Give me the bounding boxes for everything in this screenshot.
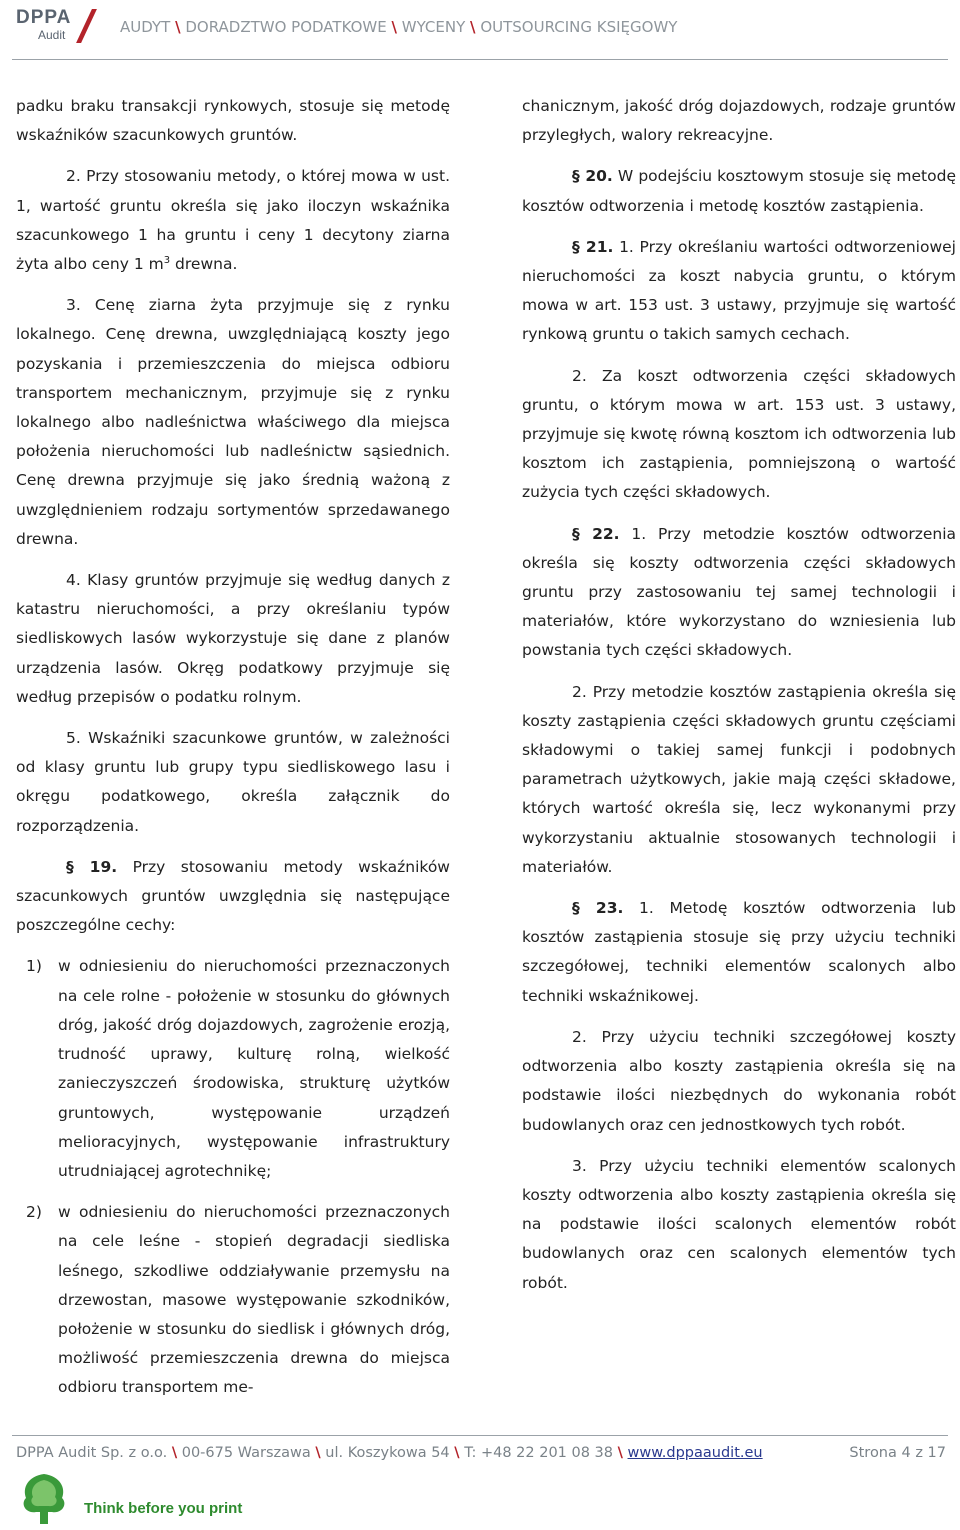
service-tax-advisory: DORADZTWO PODATKOWE	[185, 18, 387, 36]
section-number: § 19.	[66, 857, 118, 876]
footer-address: 00-675 Warszawa	[181, 1445, 311, 1461]
header-divider	[12, 59, 948, 60]
superscript: 3	[163, 254, 171, 266]
paragraph	[522, 894, 956, 1011]
section-number: § 21.	[572, 237, 614, 256]
separator: \	[171, 1445, 178, 1461]
paragraph: chanicznym, jakość dróg dojazdowych, rodzaje gruntów przyległych, walory rekreacyjne.	[522, 97, 956, 145]
paragraph	[16, 853, 450, 941]
paragraph	[522, 520, 956, 666]
list-item	[16, 952, 450, 1186]
paragraph-text: 1. Metodę kosztów odtworzenia lub kosztów zastąpienia stosuje się przy użyciu techniki szczegółowej, techniki elementów scalonych albo techniki wskaźnikowej.	[522, 899, 957, 1005]
footer-street: ul. Koszykowa 54	[325, 1445, 450, 1461]
paragraph: 3. Przy użyciu techniki elementów scalonych koszty odtworzenia albo koszty zastąpienia określa się na podstawie ilości scalonych elementów robót budowlanych oraz cen scalonych elementów tych robót.	[522, 1156, 956, 1292]
list-text: w odniesieniu do nieruchomości przeznaczonych na cele leśne - stopień degradacji siedliska leśnego, szkodliwe oddziaływanie przemysłu na drzewostan, masowe występowanie szkodników, położenie w stosunku do siedlisk i głównych dróg, możliwość przemieszczenia drewna do miejsca odbioru transportem me-	[58, 1203, 450, 1397]
section-number: § 22.	[572, 524, 620, 543]
tree-icon	[14, 1470, 74, 1526]
paragraph: 2. Za koszt odtworzenia części składowych gruntu, o którym mowa w art. 153 ust. 3 ustawy, przyjmuje się kwotę równą kosztom ich odtworzenia lub kosztom ich zastąpienia, pomniejszoną o wartość zużycia tych części składowych.	[522, 366, 956, 502]
company-logo	[16, 7, 96, 47]
page-header	[0, 0, 960, 60]
features-list	[16, 952, 450, 1402]
paragraph-text: drewna.	[170, 255, 238, 274]
list-item	[16, 1198, 450, 1402]
right-column	[522, 92, 956, 1310]
paragraph: 2. Przy metodzie kosztów zastąpienia określa się koszty zastąpienia części składowych gruntu częściami składowymi o takiej samej funkcji i podobnych parametrach użytkowych, jakie mają części składowe, których wartość określa się, lecz wykonanymi przy wykorzystaniu aktualnie stosowanych technologii i materiałów.	[522, 682, 956, 876]
paragraph: 3. Cenę ziarna żyta przyjmuje się z rynku lokalnego. Cenę drewna, uwzględniającą koszty jego pozyskania i przemieszczenia do miejsca odbioru transportem mechanicznym, przyjmuje się z rynku lokalnego albo nadleśnictwa właściwego dla miejsca położenia nieruchomości lub nadleśnictw sąsiednich. Cenę drewna przyjmuje się jako średnią ważoną z uwzględnieniem rodzaju sortymentów sprzedawanego drewna.	[16, 296, 450, 548]
section-number: § 20.	[572, 167, 613, 186]
service-valuations: WYCENY	[401, 18, 466, 36]
paragraph-text: Przy stosowaniu metody wskaźników szacunkowych gruntów uwzględnia się następujące poszczególne cechy:	[16, 857, 450, 935]
separator: \	[175, 18, 181, 36]
paragraph: 5. Wskaźniki szacunkowe gruntów, w zależności od klasy gruntu lub grupy typu siedliskowego lasu i okręgu podatkowego, określa załącznik do rozporządzenia.	[16, 729, 450, 835]
paragraph: 2. Przy użyciu techniki szczegółowej koszty odtworzenia albo koszty zastąpienia określa się na podstawie ilości niezbędnych do wykonania robót budowlanych oraz cen jednostkowych tych robót.	[522, 1027, 956, 1134]
eco-tagline: Think before you print	[84, 1500, 243, 1517]
website-link[interactable]: www.dppaaudit.eu	[627, 1445, 763, 1461]
paragraph: padku braku transakcji rynkowych, stosuje się metodę wskaźników szacunkowych gruntów.	[16, 97, 450, 145]
page-footer	[16, 1445, 946, 1461]
separator: \	[315, 1445, 321, 1461]
footer-divider	[12, 1435, 948, 1436]
left-column	[16, 92, 450, 1415]
paragraph-text: 1. Przy metodzie kosztów odtworzenia określa się koszty odtworzenia części składowych gruntu przy zastosowaniu tej samej technologii i materiałów, które wykorzystano do wzniesienia lub powstania tych części składowych.	[522, 524, 957, 660]
list-number: 1)	[26, 957, 42, 976]
paragraph-text: 1. Przy określaniu wartości odtworzeniowej nieruchomości za koszt nabycia gruntu, o którym mowa w art. 153 ust. 3 ustawy, przyjmuje się wartość rynkową gruntu o takich samych cechach.	[522, 237, 956, 344]
logo-main-text: DPPA	[16, 7, 72, 28]
footer-company: DPPA Audit Sp. z o.o.	[16, 1445, 168, 1461]
header-services	[120, 18, 677, 36]
separator: \	[470, 18, 476, 36]
paragraph	[16, 162, 450, 279]
service-audit: AUDYT	[120, 18, 171, 36]
separator: \	[617, 1445, 623, 1461]
paragraph	[522, 233, 956, 350]
separator: \	[454, 1445, 460, 1461]
footer-phone: T: +48 22 201 08 38	[464, 1445, 614, 1461]
separator: \	[391, 18, 397, 36]
section-number: § 23.	[572, 899, 624, 918]
list-number: 2)	[26, 1203, 42, 1222]
paragraph-text: 2. Przy stosowaniu metody, o której mowa w ust. 1, wartość gruntu określa się jako iloczyn wskaźnika szacunkowego 1 ha gruntu i ceny 1 decytony ziarna żyta albo ceny 1 m	[16, 167, 450, 274]
logo-slash-mark	[76, 9, 97, 43]
service-outsourcing: OUTSOURCING KSIĘGOWY	[480, 18, 678, 36]
paragraph	[522, 162, 956, 220]
paragraph: 4. Klasy gruntów przyjmuje się według danych z katastru nieruchomości, a przy określaniu typów siedliskowych lasów wykorzystuje się dane z planów urządzenia lasów. Okręg podatkowy przyjmuje się według przepisów o podatku rolnym.	[16, 571, 450, 706]
page-number: Strona 4 z 17	[849, 1445, 946, 1461]
logo-sub-text: Audit	[38, 28, 66, 42]
paragraph-text: W podejściu kosztowym stosuje się metodę kosztów odtworzenia i metodę kosztów zastąpienia.	[522, 167, 956, 215]
list-text: w odniesieniu do nieruchomości przeznaczonych na cele rolne - położenie w stosunku do głównych dróg, jakość dróg dojazdowych, zagrożenie erozją, trudność uprawy, kulturę rolną, wielkość zanieczyszczeń środowiska, strukturę użytków gruntowych, występowanie urządzeń melioracyjnych, występowanie infrastruktury utrudniającej agrotechnikę;	[58, 957, 450, 1180]
